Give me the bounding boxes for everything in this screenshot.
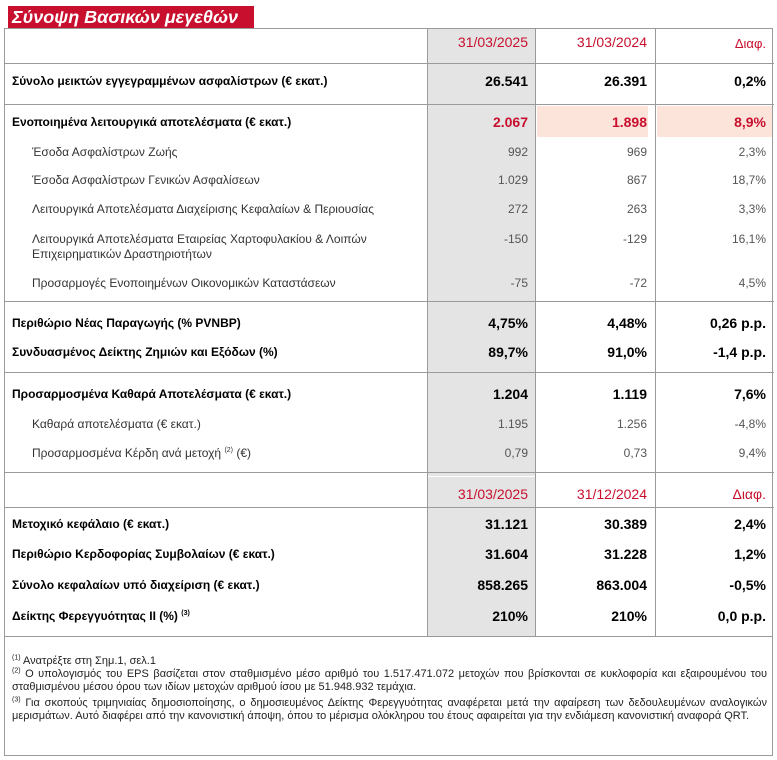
row-value-col2: 210% <box>611 608 647 624</box>
row-value-col3: 18,7% <box>731 173 766 187</box>
row-label <box>32 446 251 460</box>
row-value-col1: -150 <box>503 232 528 246</box>
row-value-col1: 31.604 <box>485 546 528 562</box>
row-value-col3: -4,8% <box>734 417 766 431</box>
row-label: Ενοποιημένα λειτουργικά αποτελέσματα (€ εκατ.) <box>12 115 292 129</box>
row-value-col1: 89,7% <box>488 344 528 360</box>
hline <box>4 301 774 302</box>
vsep-2 <box>535 29 536 636</box>
row-value-col1: 4,75% <box>488 315 528 331</box>
row-label-line2: Επιχειρηματικών Δραστηριοτήτων <box>32 247 212 261</box>
header1-col2: 31/03/2024 <box>576 34 647 50</box>
row-label: Σύνολο μεικτών εγγεγραμμένων ασφαλίστρων (€ εκατ.) <box>12 74 328 88</box>
footnote-text: Για σκοπούς τριμηνιαίας δημοσιοποίησης, ο δημοσιευμένος Δείκτης Φερεγγυότητας αναφέρεται μετά την αφαίρεση των δεδουλευμένων αναλογικών μερισμάτων. Αυτό διαφέρει από την κανονιστική άποψη, όπου το μέρισμα ολόκληρου του έτους αφαιρείται για την ενδιάμεση κανονιστική αναφορά QRT. <box>12 697 767 722</box>
row-value-col2: 867 <box>626 173 647 187</box>
row-label: Περιθώριο Νέας Παραγωγής (% PVNBP) <box>12 316 241 330</box>
row-label <box>12 609 190 623</box>
hline <box>4 372 774 373</box>
page-title: Σύνοψη Βασικών μεγεθών <box>12 7 238 27</box>
header1-col3: Διαφ. <box>734 36 766 51</box>
row-label: Προσαρμοσμένα Καθαρά Αποτελέσματα (€ εκατ.) <box>12 387 292 401</box>
header1-col1: 31/03/2025 <box>457 34 528 50</box>
header2-col3: Διαφ. <box>732 486 766 502</box>
row-value-col3: 1,2% <box>734 546 766 562</box>
row-value-col2: 26.391 <box>604 73 647 89</box>
row-value-col2: 1.898 <box>611 114 647 130</box>
row-value-col1: 1.204 <box>492 386 528 402</box>
row-value-col3: -0,5% <box>729 577 766 593</box>
row-label-tail: (€) <box>236 446 252 460</box>
row-value-col2: 0,73 <box>623 446 647 460</box>
row-label: Σύνολο κεφαλαίων υπό διαχείριση (€ εκατ.) <box>12 578 260 592</box>
row-value-col3: 7,6% <box>734 386 766 402</box>
row-value-col1: 26.541 <box>485 73 528 89</box>
row-value-col1: 31.121 <box>485 516 528 532</box>
row-value-col3: 0,2% <box>734 73 766 89</box>
hline <box>4 472 774 473</box>
row-value-col2: 1.119 <box>612 386 647 402</box>
hline <box>4 507 774 508</box>
row-label-main: Δείκτης Φερεγγυότητας ΙΙ (%) <box>12 609 178 623</box>
row-value-col3: -1,4 p.p. <box>713 344 766 360</box>
row-value-col1: 858.265 <box>477 577 528 593</box>
row-label: Λειτουργικά Αποτελέσματα Διαχείρισης Κεφαλαίων & Περιουσίας <box>32 202 374 216</box>
row-value-col2: 863.004 <box>596 577 647 593</box>
row-value-col1: 0,79 <box>504 446 528 460</box>
row-label: Συνδυασμένος Δείκτης Ζημιών και Εξόδων (%) <box>12 345 278 359</box>
footnote-marker: (1) <box>12 654 21 662</box>
row-label: Έσοδα Ασφαλίστρων Ζωής <box>32 145 178 159</box>
row-value-col2: 1.256 <box>616 417 647 431</box>
hline <box>4 104 774 105</box>
row-label: Καθαρά αποτελέσματα (€ εκατ.) <box>32 417 201 431</box>
row-value-col2: 969 <box>626 145 647 159</box>
row-value-col2: -72 <box>629 276 647 290</box>
row-label: Προσαρμογές Ενοποιημένων Οικονομικών Καταστάσεων <box>32 276 336 290</box>
row-label: Λειτουργικά Αποτελέσματα Εταιρείας Χαρτοφυλακίου & Λοιπών <box>32 232 367 246</box>
row-label: Έσοδα Ασφαλίστρων Γενικών Ασφαλίσεων <box>32 173 260 187</box>
row-value-col3: 0,26 p.p. <box>709 315 766 331</box>
row-label: Περιθώριο Κερδοφορίας Συμβολαίων (€ εκατ.) <box>12 547 275 561</box>
footnote-marker: (3) <box>12 696 21 704</box>
row-value-col2: 91,0% <box>607 344 647 360</box>
row-value-col1: 2.067 <box>492 114 528 130</box>
row-value-col1: 1.195 <box>497 417 528 431</box>
row-value-col3: 16,1% <box>731 232 766 246</box>
vsep-3 <box>655 29 656 636</box>
row-value-col3: 0,0 p.p. <box>717 608 766 624</box>
row-value-col3: 2,3% <box>738 145 766 159</box>
footnote-3 <box>12 697 767 723</box>
row-value-col1: 992 <box>507 145 528 159</box>
footnote-ref: (3) <box>181 610 190 617</box>
footnote-text: Ο υπολογισμός του EPS βασίζεται στον σταθμισμένο μέσο αριθμό του 1.517.471.072 μετοχών που βρίσκονται σε κυκλοφορία και εξαιρουμένου του σταθμισμένου μέσου όρου των ιδίων μετοχών αριθμού ίσου με 51.948.932 τεμάχια. <box>12 668 767 693</box>
footnote-1 <box>12 655 767 668</box>
row-value-col2: 4,48% <box>607 315 647 331</box>
row-value-col2: 263 <box>626 202 647 216</box>
row-value-col3: 8,9% <box>734 114 766 130</box>
footnote-text: Ανατρέξτε στη Σημ.1, σελ.1 <box>23 655 156 667</box>
header2-col1: 31/03/2025 <box>457 486 528 502</box>
row-label-main: Προσαρμοσμένα Κέρδη ανά μετοχή <box>32 446 222 460</box>
row-value-col2: -129 <box>622 232 647 246</box>
row-label: Μετοχικό κεφάλαιο (€ εκατ.) <box>12 517 170 531</box>
row-value-col3: 3,3% <box>738 202 766 216</box>
row-value-col3: 2,4% <box>734 516 766 532</box>
footnote-2 <box>12 668 767 694</box>
row-value-col1: 210% <box>492 608 528 624</box>
hline <box>4 63 774 64</box>
row-value-col2: 31.228 <box>604 546 647 562</box>
row-value-col2: 30.389 <box>604 516 647 532</box>
row-value-col1: 272 <box>507 202 528 216</box>
row-value-col1: 1.029 <box>497 173 528 187</box>
row-value-col3: 9,4% <box>738 446 766 460</box>
header2-col2: 31/12/2024 <box>576 486 647 502</box>
footnote-marker: (2) <box>12 667 21 675</box>
row-value-col3: 4,5% <box>738 276 766 290</box>
row-value-col1: -75 <box>510 276 528 290</box>
footnote-ref: (2) <box>224 447 234 454</box>
